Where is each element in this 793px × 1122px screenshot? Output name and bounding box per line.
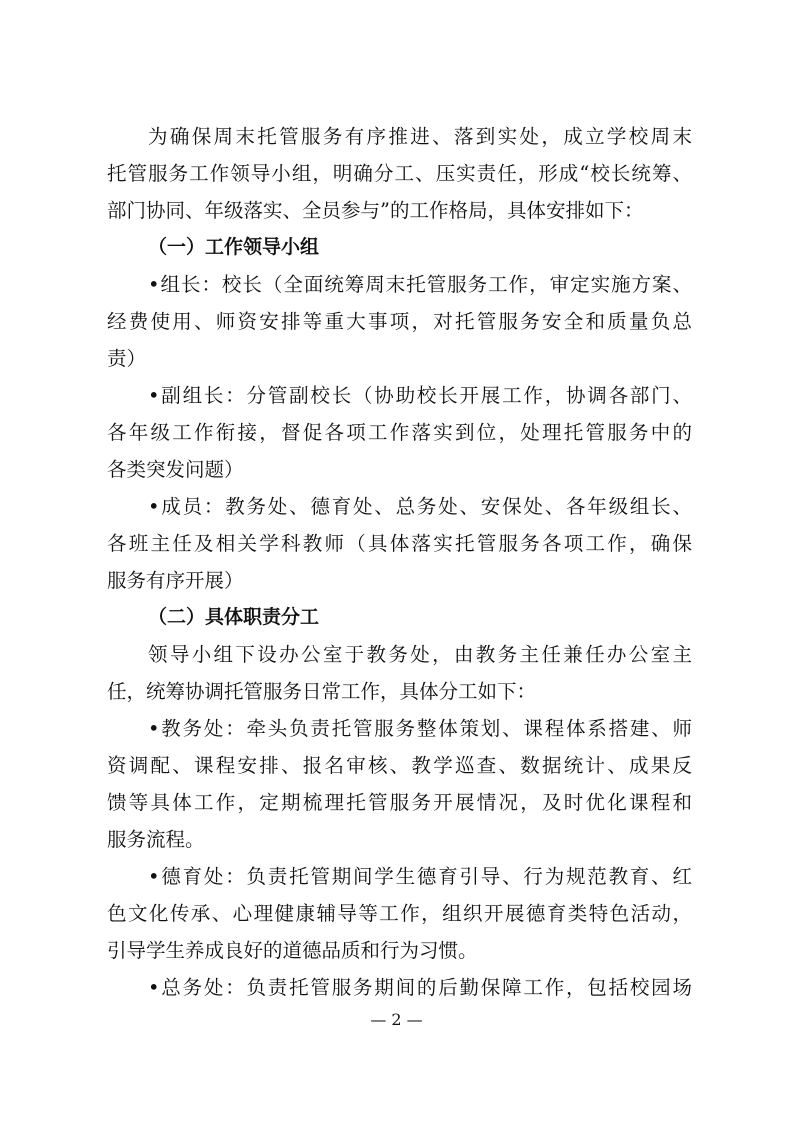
deputy-leader-item-line-1: •副组长：分管副校长（协助校长开展工作，协调各部门、 bbox=[148, 384, 692, 407]
academic-affairs-item-line-3: 馈等具体工作，定期梳理托管服务开展情况，及时优化课程和 bbox=[107, 791, 692, 814]
leader-item-line-2: 经费使用、师资安排等重大事项，对托管服务安全和质量负总 bbox=[107, 310, 692, 333]
deputy-leader-item-line-3: 各类突发问题） bbox=[107, 458, 244, 481]
academic-affairs-item-line-2: 资调配、课程安排、报名审核、教学巡查、数据统计、成果反 bbox=[107, 754, 692, 777]
deputy-leader-item-line-2: 各年级工作衔接，督促各项工作落实到位，处理托管服务中的 bbox=[107, 421, 692, 444]
paragraph-intro-line-3: 部门协同、年级落实、全员参与”的工作格局，具体安排如下： bbox=[107, 199, 644, 222]
moral-education-item-line-2: 色文化传承、心理健康辅导等工作，组织开展德育类特色活动， bbox=[107, 902, 692, 925]
members-item-line-3: 服务有序开展） bbox=[107, 569, 244, 592]
members-item-line-1: •成员：教务处、德育处、总务处、安保处、各年级组长、 bbox=[148, 495, 692, 518]
office-paragraph-line-2: 任，统筹协调托管服务日常工作，具体分工如下： bbox=[107, 680, 537, 703]
paragraph-intro-line-2: 托管服务工作领导小组，明确分工、压实责任，形成“校长统筹、 bbox=[107, 162, 692, 185]
section-heading-responsibilities: （二）具体职责分工 bbox=[148, 606, 320, 628]
office-paragraph-line-1: 领导小组下设办公室于教务处，由教务主任兼任办公室主 bbox=[148, 643, 692, 666]
paragraph-intro-line-1: 为确保周末托管服务有序推进、落到实处，成立学校周末 bbox=[148, 125, 692, 148]
leader-item-line-3: 责） bbox=[107, 347, 147, 370]
moral-education-item-line-1: •德育处：负责托管期间学生德育引导、行为规范教育、红 bbox=[148, 865, 692, 888]
section-heading-leadership-group: （一）工作领导小组 bbox=[148, 236, 320, 258]
document-body bbox=[107, 118, 692, 1006]
general-affairs-item-line-1: •总务处：负责托管服务期间的后勤保障工作，包括校园场 bbox=[148, 976, 692, 999]
moral-education-item-line-3: 引导学生养成良好的道德品质和行为习惯。 bbox=[107, 939, 478, 962]
academic-affairs-item-line-1: •教务处：牵头负责托管服务整体策划、课程体系搭建、师 bbox=[148, 717, 692, 740]
academic-affairs-item-line-4: 服务流程。 bbox=[107, 828, 205, 851]
leader-item-line-1: •组长：校长（全面统筹周末托管服务工作，审定实施方案、 bbox=[148, 273, 692, 296]
members-item-line-2: 各班主任及相关学科教师（具体落实托管服务各项工作，确保 bbox=[107, 532, 692, 555]
page-number: — 2 — bbox=[370, 1010, 423, 1029]
